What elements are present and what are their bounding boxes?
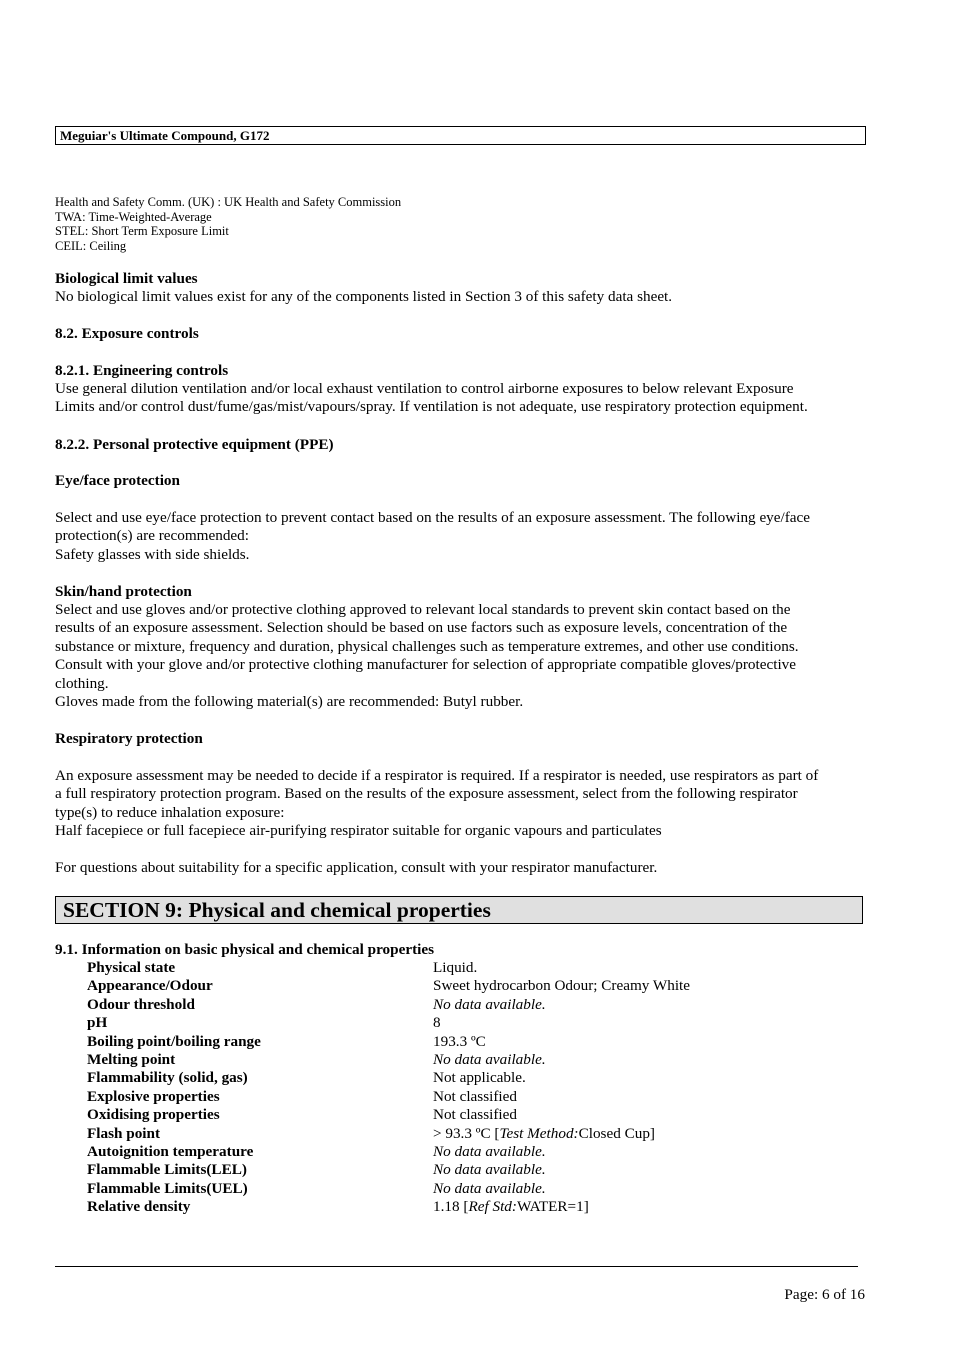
engineering-text (55, 380, 875, 417)
paragraph-line: Select and use gloves and/or protective clothing approved to relevant local standards to prevent skin contact based on the (55, 601, 791, 618)
property-value: No data available. (433, 1161, 546, 1179)
paragraph-line: An exposure assessment may be needed to decide if a respirator is required. If a respirator is needed, use respirators as part of (55, 767, 819, 784)
page-number: Page: 6 of 16 (784, 1286, 865, 1303)
property-label: Appearance/Odour (87, 977, 213, 995)
property-label: pH (87, 1014, 108, 1032)
paragraph-line: Half facepiece or full facepiece air-purifying respirator suitable for organic vapours and particulates (55, 822, 662, 840)
property-value: Sweet hydrocarbon Odour; Creamy White (433, 977, 690, 995)
biological-heading: Biological limit values (55, 270, 198, 287)
abbreviation-item: CEIL: Ceiling (55, 239, 127, 254)
property-value: Not classified (433, 1106, 517, 1124)
property-row (87, 1033, 887, 1051)
paragraph-line: Consult with your glove and/or protective clothing manufacturer for selection of appropriate compatible gloves/protective (55, 656, 797, 674)
property-value: No data available. (433, 1179, 546, 1197)
property-row (87, 959, 887, 977)
property-row (87, 1051, 887, 1069)
property-row (87, 996, 887, 1014)
value-main: > 93.3 ºC [ (433, 1124, 500, 1142)
property-label: Flammable Limits(LEL) (87, 1161, 247, 1179)
value-qualifier: Test Method: (499, 1124, 579, 1142)
property-value: No data available. (433, 1050, 546, 1068)
paragraph-line: clothing. (55, 674, 109, 692)
section-9-header (55, 896, 863, 924)
value-main: 1.18 [ (433, 1198, 469, 1216)
property-value: Not applicable. (433, 1069, 526, 1087)
property-label: Physical state (87, 959, 176, 976)
property-row (87, 1161, 887, 1179)
engineering-heading: 8.2.1. Engineering controls (55, 362, 229, 379)
property-value (433, 1125, 655, 1143)
respiratory-note: For questions about suitability for a specific application, consult with your respirator manufacturer. (55, 859, 658, 876)
section-title: SECTION 9: Physical and chemical properties (63, 898, 491, 922)
eye-heading: Eye/face protection (55, 472, 180, 489)
skin-heading: Skin/hand protection (55, 583, 192, 600)
property-row (87, 1014, 887, 1032)
value-qualifier: Ref Std: (468, 1198, 517, 1216)
property-row (87, 1180, 887, 1198)
abbreviation-item: Health and Safety Comm. (UK) : UK Health and Safety Commission (55, 195, 402, 209)
eye-text (55, 509, 875, 564)
exposure-controls-heading: 8.2. Exposure controls (55, 325, 199, 342)
property-value (433, 1198, 589, 1216)
property-label: Boiling point/boiling range (87, 1032, 261, 1050)
paragraph-line: Use general dilution ventilation and/or local exhaust ventilation to control airborne exposures to below relevant Exposure (55, 380, 794, 397)
abbreviation-item: TWA: Time-Weighted-Average (55, 209, 212, 224)
property-row (87, 1106, 887, 1124)
skin-text (55, 601, 875, 711)
biological-text: No biological limit values exist for any of the components listed in Section 3 of this safety data sheet. (55, 288, 673, 305)
property-label: Odour threshold (87, 995, 195, 1013)
respiratory-heading: Respiratory protection (55, 730, 203, 747)
paragraph-line: Gloves made from the following material(s) are recommended: Butyl rubber. (55, 693, 524, 711)
paragraph-line: substance or mixture, frequency and duration, physical challenges such as temperature extremes, and other use conditions. (55, 637, 799, 655)
properties-subheading: 9.1. Information on basic physical and chemical properties (55, 941, 434, 958)
property-label: Explosive properties (87, 1087, 220, 1105)
property-label: Flammability (solid, gas) (87, 1069, 248, 1087)
document-header (55, 126, 866, 145)
paragraph-line: type(s) to reduce inhalation exposure: (55, 803, 285, 821)
respiratory-text (55, 767, 875, 841)
value-detail: WATER=1] (516, 1198, 589, 1216)
property-label: Flash point (87, 1124, 161, 1142)
property-row (87, 977, 887, 995)
abbreviation-item: STEL: Short Term Exposure Limit (55, 224, 229, 239)
footer-divider (55, 1266, 858, 1267)
paragraph-line: Safety glasses with side shields. (55, 545, 250, 563)
property-row (87, 1198, 887, 1216)
property-label: Autoignition temperature (87, 1142, 254, 1160)
property-row (87, 1125, 887, 1143)
property-label: Relative density (87, 1198, 191, 1216)
paragraph-line: a full respiratory protection program. Based on the results of the exposure assessment, select from the following respirator (55, 785, 798, 803)
property-row (87, 1069, 887, 1087)
property-value: No data available. (433, 995, 546, 1013)
property-value: Not classified (433, 1087, 517, 1105)
property-value: 8 (433, 1014, 441, 1032)
paragraph-line: results of an exposure assessment. Selection should be based on use factors such as exposure levels, concentration of the (55, 619, 788, 637)
properties-table (87, 959, 887, 1216)
product-name: Meguiar's Ultimate Compound, G172 (60, 128, 270, 143)
property-row (87, 1143, 887, 1161)
abbreviation-list (55, 195, 401, 254)
property-value: Liquid. (433, 959, 478, 976)
property-value: No data available. (433, 1142, 546, 1160)
paragraph-line: protection(s) are recommended: (55, 527, 249, 545)
property-label: Oxidising properties (87, 1106, 220, 1124)
property-label: Flammable Limits(UEL) (87, 1179, 248, 1197)
property-value: 193.3 ºC (433, 1032, 486, 1050)
property-label: Melting point (87, 1050, 176, 1068)
property-row (87, 1088, 887, 1106)
paragraph-line: Limits and/or control dust/fume/gas/mist/vapours/spray. If ventilation is not adequate, use respiratory protection equipment. (55, 398, 808, 416)
paragraph-line: Select and use eye/face protection to prevent contact based on the results of an exposure assessment. The following eye/face (55, 509, 811, 526)
value-detail: Closed Cup] (578, 1124, 655, 1142)
ppe-heading: 8.2.2. Personal protective equipment (PPE) (55, 436, 334, 453)
